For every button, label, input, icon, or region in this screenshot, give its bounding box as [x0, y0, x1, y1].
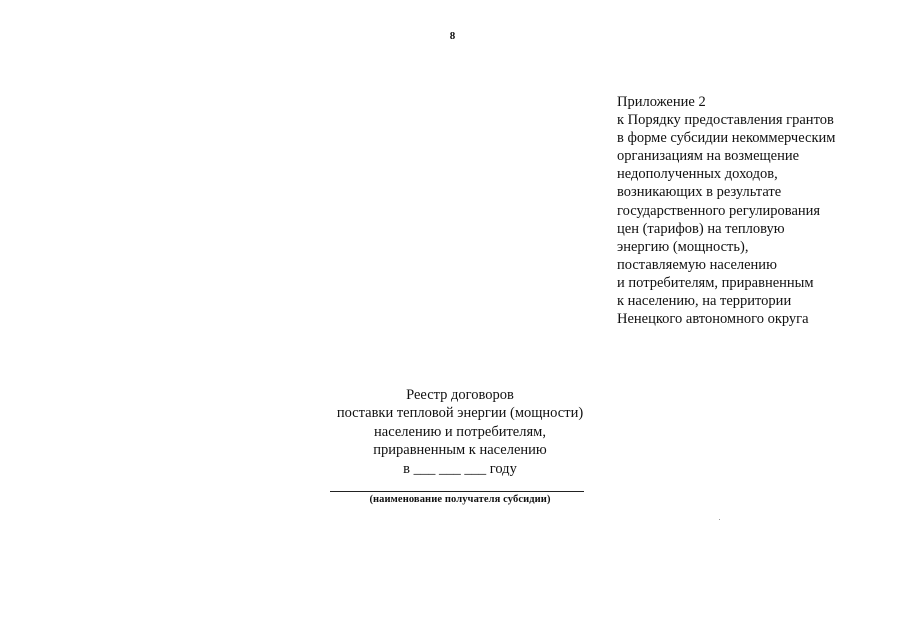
appendix-line: недополученных доходов, [617, 166, 778, 183]
appendix-line: к Порядку предоставления грантов [617, 112, 834, 129]
registry-title [290, 386, 630, 478]
registry-title-line: поставки тепловой энергии (мощности) [336, 405, 584, 422]
appendix-line: в форме субсидии некоммерческим [617, 130, 836, 147]
appendix-line: поставляемую населению [617, 256, 777, 273]
scan-speck [719, 519, 720, 520]
registry-title-line: населению и потребителям, [374, 423, 546, 440]
page-number: 8 [449, 30, 456, 42]
appendix-line: Приложение 2 [617, 94, 706, 110]
appendix-header [617, 93, 877, 328]
appendix-line: к населению, на территории [617, 293, 792, 310]
appendix-line: государственного регулирования [617, 202, 821, 219]
appendix-line: цен (тарифов) на тепловую [617, 220, 785, 237]
registry-year-line: в ___ ___ ___ году [403, 460, 517, 477]
recipient-name-blank-line [330, 491, 584, 492]
appendix-line: Ненецкого автономного округа [617, 311, 809, 328]
registry-title-line: приравненным к населению [373, 442, 547, 459]
appendix-line: возникающих в результате [617, 184, 782, 201]
recipient-caption: (наименование получателя субсидии) [369, 494, 551, 505]
appendix-line: организациям на возмещение [617, 148, 800, 165]
appendix-line: энергию (мощность), [617, 238, 749, 255]
appendix-line: и потребителям, приравненным [617, 274, 814, 291]
registry-title-line: Реестр договоров [406, 387, 514, 403]
